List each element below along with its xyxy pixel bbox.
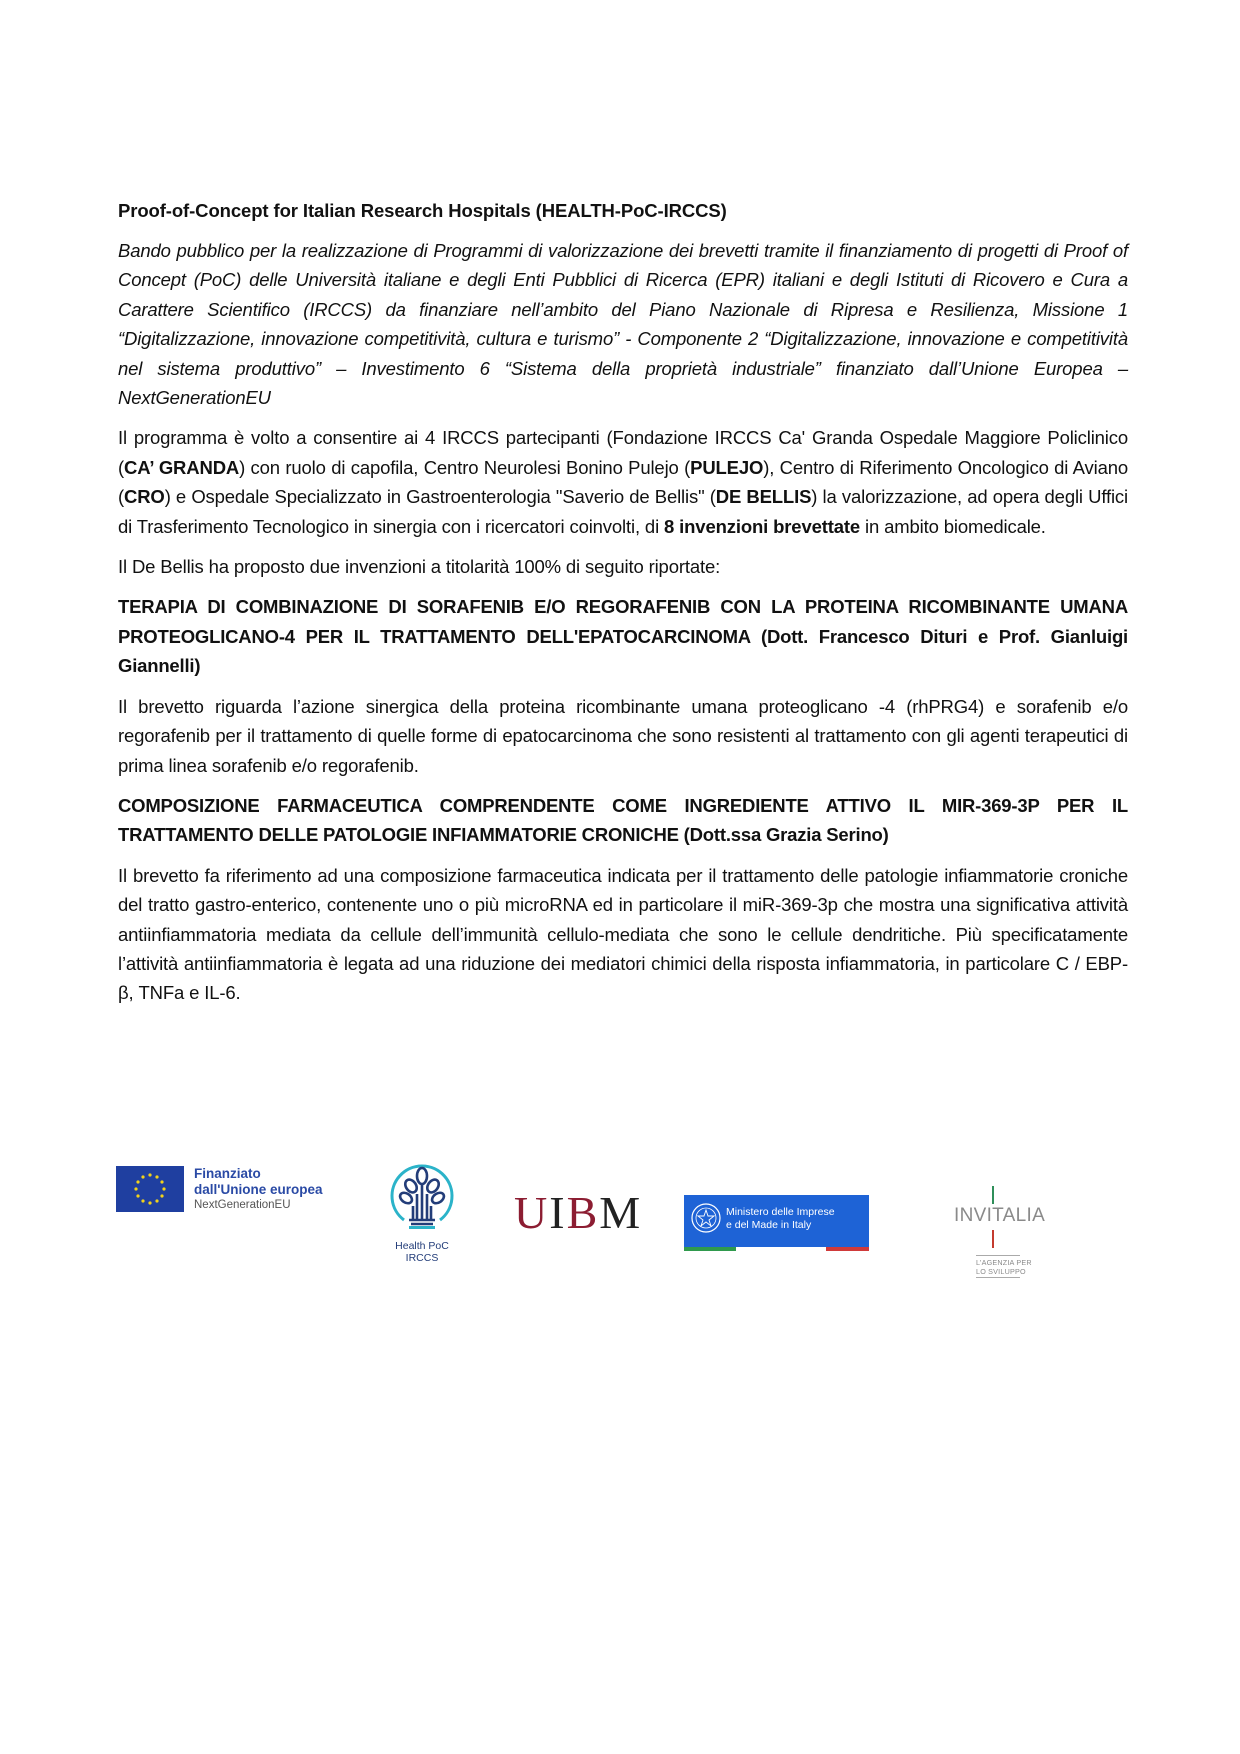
red-bar [992,1230,994,1248]
bold-ca-granda: CA’ GRANDA [124,456,240,478]
health-poc-line-2: IRCCS [405,1252,439,1264]
uibm-letter-b: B [566,1187,600,1238]
mimit-line-1: Ministero delle Imprese [726,1206,835,1218]
health-poc-irccs-logo [382,1158,462,1273]
invitalia-tagline-1: L’AGENZIA PER [976,1258,1032,1267]
eu-line-3: NextGenerationEU [194,1199,291,1211]
bold-pulejo: PULEJO [690,456,764,478]
tricolor-stripe [684,1247,869,1251]
eu-logo-text [194,1166,322,1213]
document-title: Proof-of-Concept for Italian Research Hospitals (HEALTH-PoC-IRCCS) [118,200,727,221]
eu-funding-logo [116,1166,336,1216]
invitalia-tagline-2: LO SVILUPPO [976,1267,1026,1276]
call-description: Bando pubblico per la realizzazione di Programmi di valorizzazione dei brevetti tramite il finanziamento di progetti di Proof of Concept (PoC) delle Università italiane e degli Enti Pubblici di Ricerca (EPR) italiani e degli Istituti di Ricovero e Cura a Carattere Scientifico (IRCCS) da finanziare nell’ambito del Piano Nazionale di Ripresa e Resilienza, Missione 1 “Digitalizzazione, innovazione competitività, cultura e turismo” - Componente 2 “Digitalizzazione, innovazione e competitività nel sistema produttivo” – Investimento 6 “Sistema della proprietà industriale” finanziato dall’Unione Europea – NextGenerationEU [118,240,1128,409]
invention-1-heading: TERAPIA DI COMBINAZIONE DI SORAFENIB E/O REGORAFENIB CON LA PROTEINA RICOMBINANTE UMANA PROTEOGLICANO-4 PER IL TRATTAMENTO DELL'EPATOCARCINOMA (Dott. Francesco Dituri e Prof. Gianluigi Giannelli) [118,596,1128,677]
divider [976,1255,1020,1256]
text-run: Il programma è volto a consentire ai 4 IRCCS partecipanti (Fondazione IRCCS Ca' Granda Ospedale Maggiore Policlinico ( [118,427,1128,478]
text-run: ) e Ospedale Specializzato in Gastroenterologia "Saverio de Bellis" ( [164,486,716,508]
program-paragraph [118,423,1128,541]
health-poc-text [382,1240,462,1264]
invitalia-logo [946,1186,1056,1286]
eu-line-1: Finanziato [194,1166,261,1181]
text-run: ) la valorizzazione, ad opera degli Uffici di Trasferimento Tecnologico in sinergia con i ricercatori coinvolti, di [118,486,1128,537]
invention-1-description: Il brevetto riguarda l’azione sinergica della proteina ricombinante umana proteoglicano -4 (rhPRG4) e sorafenib e/o regorafenib per il trattamento di quelle forme di epatocarcinoma che sono resistenti al trattamento con gli agenti terapeutici di prima linea sorafenib e/o regorafenib. [118,695,1128,776]
bold-inventions-count: 8 invenzioni brevettate [664,515,861,537]
uibm-letter-u: U [514,1187,550,1238]
invitalia-wordmark: INVITALIA [954,1205,1046,1226]
eu-line-2: dall'Unione europea [194,1182,323,1197]
uibm-logo [514,1187,654,1240]
uibm-letter-m: M [599,1187,643,1238]
text-run: in ambito biomedicale. [860,515,1046,537]
text-run: ) con ruolo di capofila, Centro Neurolesi Bonino Pulejo ( [239,456,691,478]
divider [976,1277,1020,1278]
green-bar [992,1186,994,1204]
mimit-logo [684,1195,869,1251]
uibm-wordmark [514,1187,654,1238]
invitalia-tagline [976,1258,1032,1276]
de-bellis-intro: Il De Bellis ha proposto due invenzioni a titolarità 100% di seguito riportate: [118,556,721,578]
invention-2-description: Il brevetto fa riferimento ad una composizione farmaceutica indicata per il trattamento delle patologie infiammatorie croniche del tratto gastro-enterico, contenente uno o più microRNA ed in particolare il miR-369-3p che mostra una significativa attività antiinfiammatoria mediata da cellule dell’immunità cellulo-mediata che sono le cellule dendritiche. Più specificatamente l’attività antiinfiammatoria è legata ad una riduzione dei mediatori chimici della risposta infiammatoria, in particolare C / EBP-β, TNFa e IL-6. [118,864,1128,1004]
eu-flag-icon [116,1166,184,1212]
mimit-line-2: e del Made in Italy [726,1219,812,1231]
uibm-letter-i: I [549,1187,567,1238]
bold-cro: CRO [124,486,165,508]
text-run: ), Centro di Riferimento Oncologico di Aviano ( [118,456,1128,508]
bold-de-bellis: DE BELLIS [715,486,812,508]
mimit-text [726,1206,835,1232]
lightbulb-plant-icon [387,1158,457,1238]
italian-republic-emblem-icon [689,1201,723,1235]
invention-2-heading: COMPOSIZIONE FARMACEUTICA COMPRENDENTE COME INGREDIENTE ATTIVO IL MIR-369-3P PER IL TRATTAMENTO DELLE PATOLOGIE INFIAMMATORIE CRONICHE (Dott.ssa Grazia Serino) [118,794,1128,846]
health-poc-line-1: Health PoC [395,1240,449,1252]
document-body [118,196,1128,1019]
